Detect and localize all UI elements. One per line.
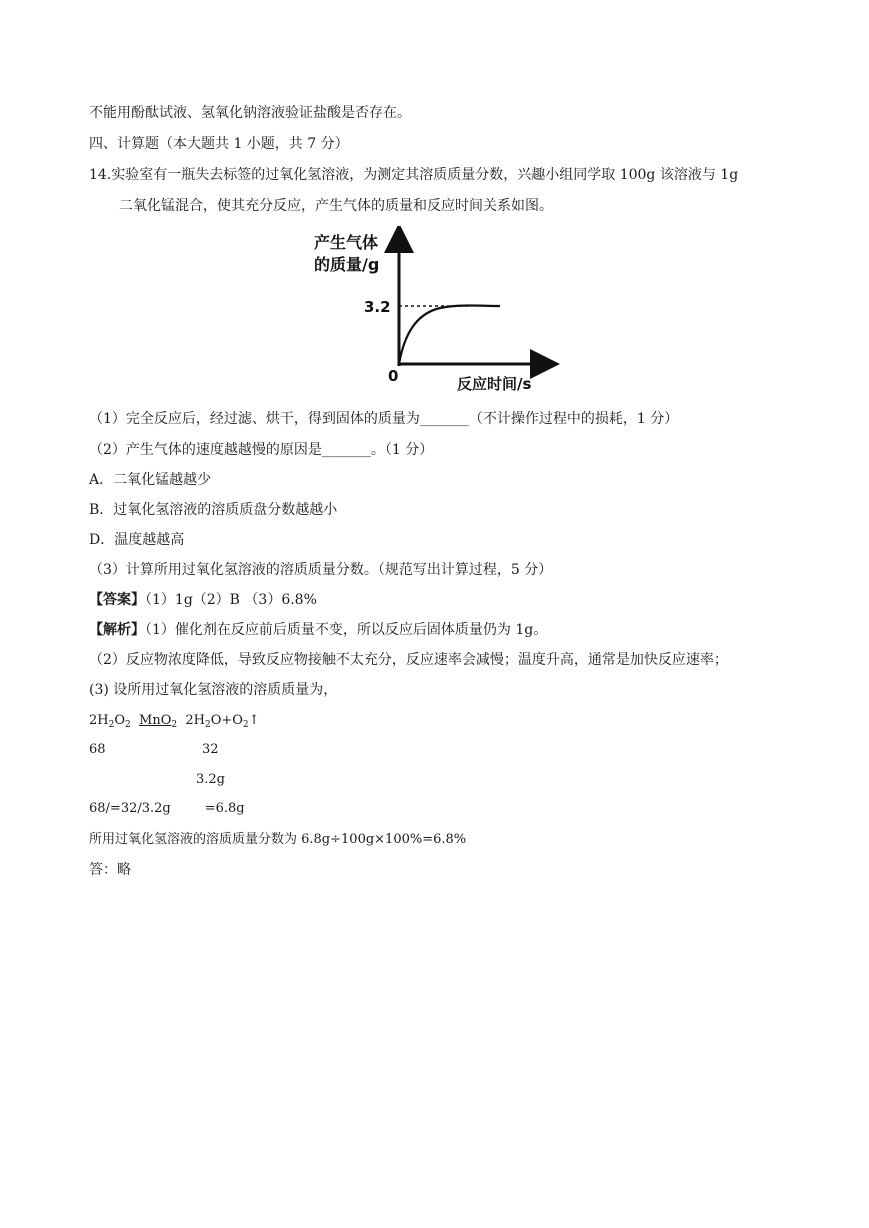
final-result: 所用过氧化氢溶液的溶质质量分数为 6.8g÷100g×100%=6.8% xyxy=(89,832,467,847)
explanation-label: 【解析】 xyxy=(89,622,145,638)
y-label-line-1: 产生气体 xyxy=(314,233,379,252)
section-heading: 四、计算题（本大题共 1 小题，共 7 分） xyxy=(89,136,349,152)
chemical-equation: $2H_2O_2$ MnO$_2$ $2H_2O+O_2↑$ xyxy=(89,713,260,730)
question-14-line-2: 二氧化锰混合，使其充分反应，产生气体的质量和反应时间关系如图。 xyxy=(119,198,553,214)
explanation-text-1: （1）催化剂在反应前后质量不变，所以反应后固体质量仍为 1g。 xyxy=(145,622,548,638)
gas-curve xyxy=(399,306,500,365)
origin-label: 0 xyxy=(388,367,399,385)
ratio-equation: 68/=32/3.2g =6.8g xyxy=(89,801,245,816)
molar-mass-32: 32 xyxy=(202,742,219,757)
option-a: A．二氧化锰越越少 xyxy=(89,472,212,488)
x-label: 反应时间/s xyxy=(457,375,532,393)
sub-question-3: （3）计算所用过氧化氢溶液的溶质质量分数。（规范写出计算过程，5 分） xyxy=(89,562,553,578)
explanation-line-1 xyxy=(89,621,547,639)
text-line-1: 不能用酚酞试液、氢氧化钠溶液验证盐酸是否存在。 xyxy=(89,105,411,121)
explanation-line-3: (3) 设所用过氧化氢溶液的溶质质量为， xyxy=(89,682,338,698)
catalyst-label: MnO$_2$ xyxy=(139,713,178,730)
y-tick-label: 3.2 xyxy=(364,298,391,316)
explanation-line-2: （2）反应物浓度降低，导致反应物接触不太充分，反应速率会减慢；温度升高，通常是加快反应速率； xyxy=(89,652,728,668)
gas-arrow-icon: ↑ xyxy=(248,713,260,728)
sub-question-1: （1）完全反应后，经过滤、烘干，得到固体的质量为_______（不计操作过程中的损耗，1 分） xyxy=(89,411,679,427)
y-label-line-2: 的质量/g xyxy=(314,255,380,274)
sub-question-2: （2）产生气体的速度越越慢的原因是_______。（1 分） xyxy=(89,442,434,458)
answer-line xyxy=(89,591,317,609)
answer-conclusion: 答：略 xyxy=(89,862,131,878)
answer-label: 【答案】 xyxy=(89,592,145,608)
option-b: B．过氧化氢溶液的溶质质盘分数越越小 xyxy=(89,502,338,518)
molar-mass-68: 68 xyxy=(89,742,106,757)
gas-mass-time-chart xyxy=(300,226,560,398)
question-14-line-1: 14.实验室有一瓶失去标签的过氧化氢溶液，为测定其溶质质量分数，兴趣小组同学取 100g 该溶液与 1g xyxy=(89,167,739,183)
mass-3-2g: 3.2g xyxy=(196,772,225,787)
option-d: D．温度越越高 xyxy=(89,532,185,548)
answer-text: （1）1g（2）B （3）6.8% xyxy=(145,592,317,608)
